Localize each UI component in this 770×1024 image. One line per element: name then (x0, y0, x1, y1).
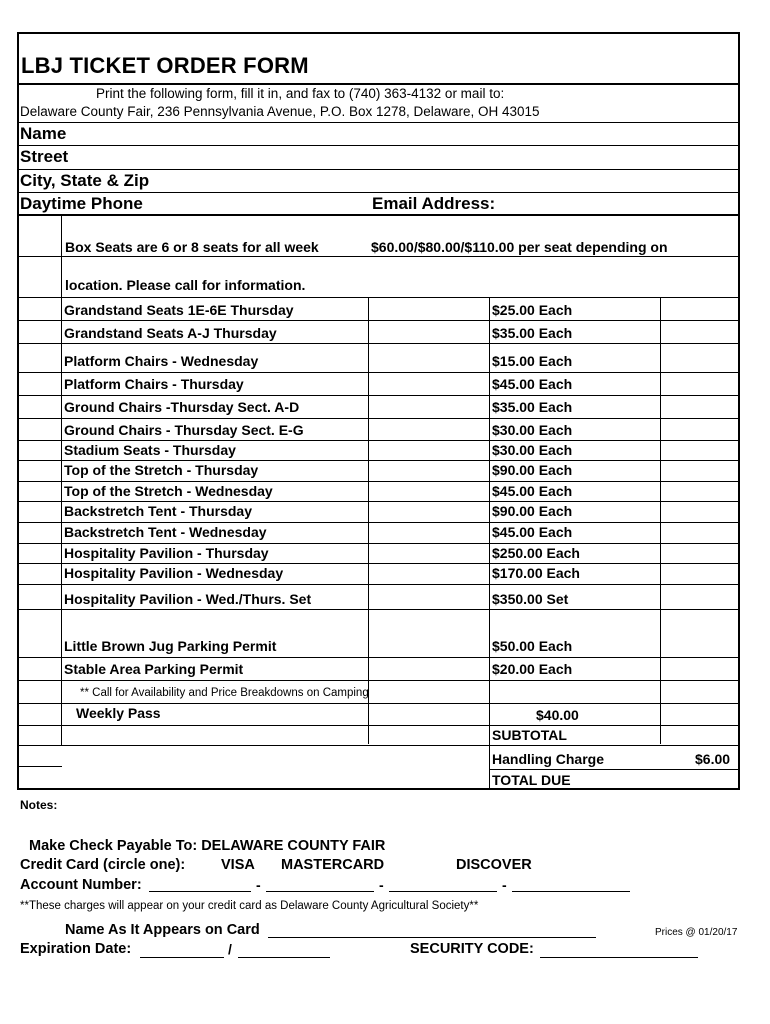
divider (17, 501, 740, 502)
title-divider (17, 83, 740, 85)
item-label: Stadium Seats - Thursday (64, 442, 236, 458)
item-price: $50.00 Each (492, 638, 573, 654)
credit-card-label: Credit Card (circle one): (20, 857, 186, 873)
item-label: Hospitality Pavilion - Thursday (64, 545, 269, 561)
visa-option[interactable]: VISA (221, 857, 255, 873)
camping-note: ** Call for Availability and Price Breakdowns on Camping (80, 687, 369, 699)
handling-charge-label: Handling Charge (492, 751, 605, 767)
divider (17, 395, 740, 396)
divider (17, 192, 740, 193)
account-number-field-4[interactable] (512, 879, 630, 892)
divider (17, 297, 740, 298)
item-price: $90.00 Each (492, 503, 573, 519)
item-price: $45.00 Each (492, 524, 573, 540)
item-label: Grandstand Seats 1E-6E Thursday (64, 302, 294, 318)
notes-label: Notes: (20, 798, 58, 812)
dash: - (256, 877, 261, 893)
expiration-date-label: Expiration Date: (20, 941, 132, 957)
divider (17, 418, 740, 419)
item-label: Grandstand Seats A-J Thursday (64, 325, 277, 341)
dash: - (502, 877, 507, 893)
item-price: $30.00 Each (492, 422, 573, 438)
divider (489, 769, 740, 770)
divider (17, 169, 740, 170)
item-label: Ground Chairs - Thursday Sect. E-G (64, 422, 304, 438)
account-number-label: Account Number: (20, 877, 142, 893)
item-price: $90.00 Each (492, 462, 573, 478)
email-field-label[interactable]: Email Address: (372, 194, 496, 213)
total-column-line (660, 297, 661, 744)
item-price: $170.00 Each (492, 565, 580, 581)
box-seats-label: Box Seats are 6 or 8 seats for all week (65, 239, 319, 255)
divider (17, 440, 740, 441)
discover-option[interactable]: DISCOVER (456, 857, 532, 873)
item-price: $15.00 Each (492, 353, 573, 369)
handling-charge-amount: $6.00 (695, 751, 731, 767)
street-field-label[interactable]: Street (20, 147, 69, 166)
item-label: Ground Chairs -Thursday Sect. A-D (64, 399, 300, 415)
item-label: Top of the Stretch - Wednesday (64, 483, 273, 499)
divider (17, 584, 740, 585)
payable-to: Make Check Payable To: DELAWARE COUNTY FAIR (29, 838, 386, 854)
total-due-label: TOTAL DUE (492, 772, 571, 788)
name-on-card-label: Name As It Appears on Card (65, 922, 260, 938)
slash: / (228, 941, 232, 957)
divider (17, 745, 740, 746)
box-seats-price: $60.00/$80.00/$110.00 per seat depending on (371, 239, 668, 255)
divider (17, 320, 740, 321)
divider (17, 522, 740, 523)
item-label: Platform Chairs - Wednesday (64, 353, 259, 369)
expiration-year-field[interactable] (238, 944, 330, 958)
item-label: Hospitality Pavilion - Wednesday (64, 565, 284, 581)
expiration-month-field[interactable] (140, 944, 224, 958)
divider (17, 543, 740, 544)
security-code-field[interactable] (540, 944, 698, 958)
item-price: $350.00 Set (492, 591, 569, 607)
name-on-card-field[interactable] (268, 924, 596, 938)
item-label: Backstretch Tent - Thursday (64, 503, 253, 519)
divider (17, 256, 740, 257)
item-label: Backstretch Tent - Wednesday (64, 524, 267, 540)
item-price: $20.00 Each (492, 661, 573, 677)
daytime-phone-field-label[interactable]: Daytime Phone (20, 194, 143, 213)
item-price: $30.00 Each (492, 442, 573, 458)
divider (17, 609, 740, 610)
item-label: Hospitality Pavilion - Wed./Thurs. Set (64, 591, 312, 607)
divider (17, 214, 740, 216)
item-price: $35.00 Each (492, 399, 573, 415)
divider (17, 703, 740, 704)
weekly-pass-price: $40.00 (536, 707, 579, 723)
item-price: $45.00 Each (492, 483, 573, 499)
statement-note: **These charges will appear on your credit card as Delaware County Agricultural Society** (20, 900, 479, 912)
weekly-pass-label: Weekly Pass (76, 705, 161, 721)
account-number-field-3[interactable] (389, 879, 497, 892)
divider (17, 725, 740, 726)
instructions-line1: Print the following form, fill it in, and fax to (740) 363-4132 or mail to: (96, 86, 505, 101)
security-code-label: SECURITY CODE: (410, 941, 534, 957)
divider (17, 122, 740, 123)
divider (17, 766, 62, 767)
item-price: $25.00 Each (492, 302, 573, 318)
city-state-zip-field-label[interactable]: City, State & Zip (20, 171, 150, 190)
divider (17, 481, 740, 482)
item-label: Stable Area Parking Permit (64, 661, 244, 677)
divider (17, 563, 740, 564)
divider (17, 460, 740, 461)
form-title: LBJ TICKET ORDER FORM (21, 53, 309, 78)
item-price: $45.00 Each (492, 376, 573, 392)
account-number-field-1[interactable] (149, 879, 251, 892)
divider (17, 372, 740, 373)
account-number-field-2[interactable] (266, 879, 374, 892)
mastercard-option[interactable]: MASTERCARD (281, 857, 385, 873)
item-label: Platform Chairs - Thursday (64, 376, 244, 392)
name-field-label[interactable]: Name (20, 124, 67, 143)
divider (17, 657, 740, 658)
divider (17, 343, 740, 344)
item-price: $35.00 Each (492, 325, 573, 341)
instructions-line2: Delaware County Fair, 236 Pennsylvania Avenue, P.O. Box 1278, Delaware, OH 43015 (20, 104, 540, 119)
subtotal-label: SUBTOTAL (492, 727, 567, 743)
item-label: Little Brown Jug Parking Permit (64, 638, 277, 654)
item-label: Top of the Stretch - Thursday (64, 462, 259, 478)
divider (17, 145, 740, 146)
column-line (368, 297, 369, 744)
box-seats-continued: location. Please call for information. (65, 277, 306, 293)
divider (17, 680, 740, 681)
dash: - (379, 877, 384, 893)
prices-date: Prices @ 01/20/17 (655, 927, 738, 938)
item-price: $250.00 Each (492, 545, 580, 561)
